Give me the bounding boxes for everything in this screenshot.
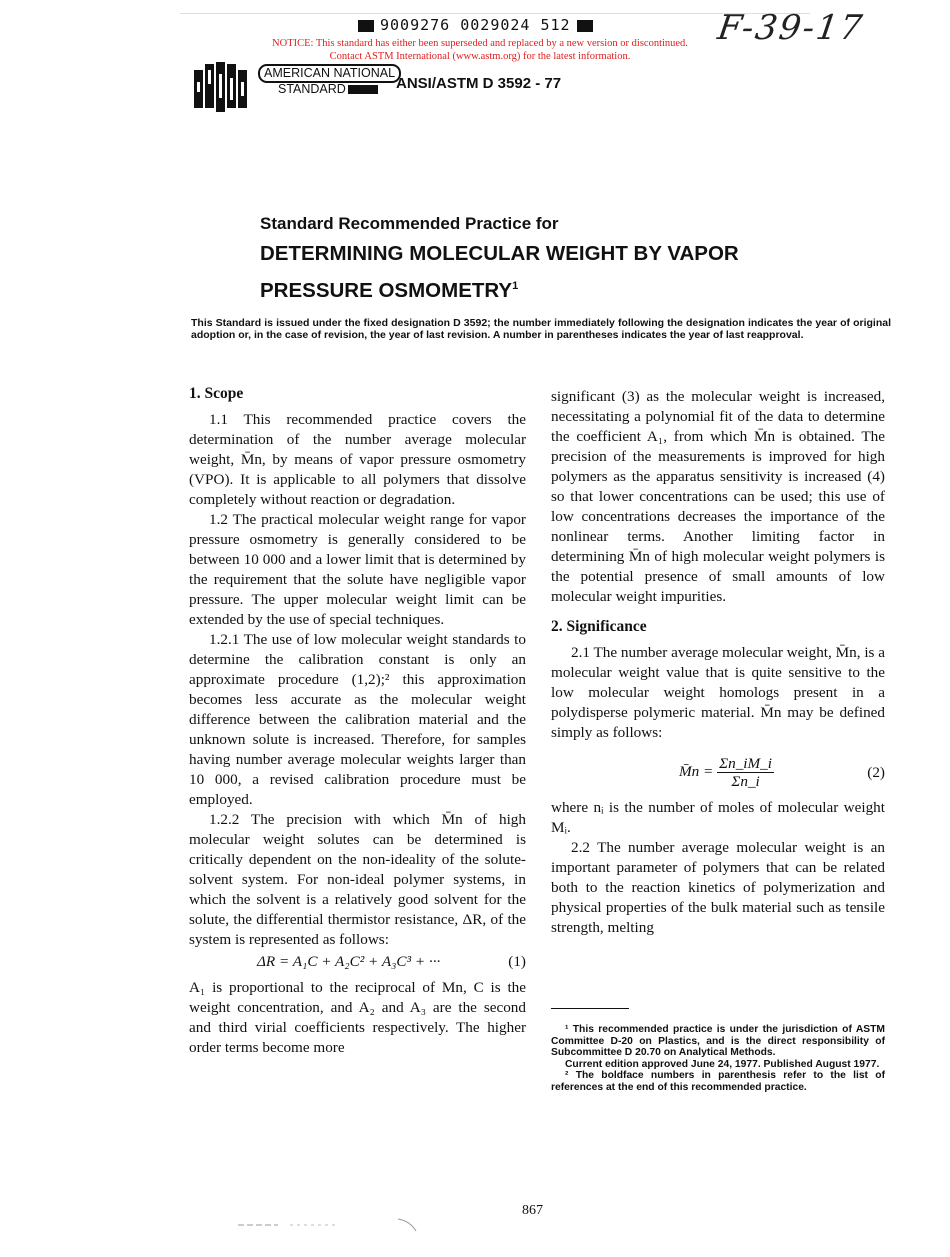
footnote-1: ¹ This recommended practice is under the jurisdiction of ASTM Committee D-20 on Plastics, and is the direct responsibility of Subcommittee D 20.70 on Analytical Methods. xyxy=(551,1024,885,1058)
issued-note: This Standard is issued under the fixed designation D 3592; the number immediately following the designation indicates the year of original adoption or, in the case of revision, the year of last revision. A number in parentheses indicates the year of last reapproval. xyxy=(191,317,891,341)
para-2-1: 2.1 The number average molecular weight, M̄n, is a molecular weight value that is quite sensitive to the low molecular weight homologs present in a polydisperse polymeric material. M̄n may be defined simply as follows: xyxy=(551,644,885,741)
handwritten-note: F-39-17 xyxy=(715,8,867,48)
left-column xyxy=(189,384,526,1058)
equation-1-number: (1) xyxy=(508,953,526,970)
designation: ANSI/ASTM D 3592 - 77 xyxy=(396,75,562,92)
right-column xyxy=(551,387,885,938)
title-line-2: PRESSURE OSMOMETRY xyxy=(260,278,513,302)
barcode-block-right xyxy=(577,20,593,32)
page-number: 867 xyxy=(522,1203,543,1218)
equation-1-expr: ΔR = A₁C + A₂C² + A₃C³ + ··· xyxy=(257,953,441,970)
top-scan-line xyxy=(180,13,810,14)
title-line-1: DETERMINING MOLECULAR WEIGHT BY VAPOR xyxy=(260,242,739,265)
title-footnote-marker: 1 xyxy=(512,280,519,292)
ansi-badge xyxy=(258,64,401,95)
footnote-rule xyxy=(551,1008,629,1009)
ansi-badge-bottom: STANDARD xyxy=(278,82,346,96)
ansi-badge-top: AMERICAN NATIONAL xyxy=(258,64,401,83)
para-1-2-1: 1.2.1 The use of low molecular weight standards to determine the calibration constant is only an approximate procedure (1,2);² this approximation becomes less accurate as the molecular weight difference between the calibration material and the unknown solute is increased. Therefore, for samples having number average molecular weights larger than 10 000, a revised calibration procedure must be employed. xyxy=(189,631,526,808)
footnote-2: ² The boldface numbers in parenthesis refer to the list of references at the end of this recommended practice. xyxy=(551,1070,885,1093)
para-1-2-2: 1.2.2 The precision with which M̄n of high molecular weight solutes can be determined is critically dependent on the non-ideality of the solute-solvent system. For non-ideal polymer systems, in which the solvent is a relatively good solvent for the solute, the differential thermistor resistance, ΔR, of the system is represented as follows: xyxy=(189,811,526,948)
document-title xyxy=(260,238,860,307)
ansi-badge-bar xyxy=(348,85,378,94)
equation-2-number: (2) xyxy=(867,763,885,781)
equation-2-denominator: Σn_i xyxy=(731,773,760,790)
barcode xyxy=(352,16,642,34)
notice-line-2: Contact ASTM International (www.astm.org) for the latest information. xyxy=(329,51,631,62)
equation-2-lhs: M̄n = xyxy=(679,762,714,780)
para-2-2: 2.2 The number average molecular weight is an important parameter of polymers that can be related both to the reaction kinetics of polymerization and physical properties of the bulk material such as tensile strength, melting xyxy=(551,839,885,936)
para-after-eq2: where nᵢ is the number of moles of molecular weight Mᵢ. xyxy=(551,799,885,836)
equation-2-numerator: Σn_iM_i xyxy=(719,755,772,772)
equation-1 xyxy=(189,952,526,972)
astm-logo xyxy=(192,60,250,121)
scan-artifact-marks xyxy=(238,1215,438,1235)
footnotes xyxy=(551,1024,885,1093)
scope-heading: 1. Scope xyxy=(189,385,244,402)
barcode-text: 9009276 0029024 512 xyxy=(380,16,571,34)
title-prefix: Standard Recommended Practice for xyxy=(260,214,559,233)
para-after-eq1: A₁ is proportional to the reciprocal of Mn, C is the weight concentration, and A₂ and A₃ are the second and third virial coefficients respectively. The higher order terms become more xyxy=(189,979,526,1056)
para-1-2: 1.2 The practical molecular weight range for vapor pressure osmometry is generally considered to be between 10 000 and a lower limit that is determined by the requirement that the solute have negligible vapor pressure. The upper molecular weight limit can be extended by the use of special techniques. xyxy=(189,511,526,628)
para-continuation: significant (3) as the molecular weight is increased, necessitating a polynomial fit of the data to determine the coefficient A₁, from which M̄n is obtained. The precision of the measurements is improved for high polymers as the apparatus sensitivity is increased (4) so that lower concentrations can be used; this use of low concentrations decreases the importance of the nonlinear terms. Another limiting factor in determining M̄n of high molecular weight polymers is the potential presence of small amounts of low molecular weight impurities. xyxy=(551,388,885,605)
barcode-block-left xyxy=(358,20,374,32)
equation-2-fraction xyxy=(717,755,774,790)
equation-2 xyxy=(551,755,885,790)
para-1-1: 1.1 This recommended practice covers the determination of the number average molecular weight, M̄n, by means of vapor pressure osmometry (VPO). It is applicable to all polymers that dissolve completely without reaction or degradation. xyxy=(189,411,526,508)
significance-heading: 2. Significance xyxy=(551,618,647,635)
notice-line-1: NOTICE: This standard has either been superseded and replaced by a new version or discontinued. xyxy=(272,38,688,49)
footnote-1-edition: Current edition approved June 24, 1977. Published August 1977. xyxy=(565,1058,880,1070)
